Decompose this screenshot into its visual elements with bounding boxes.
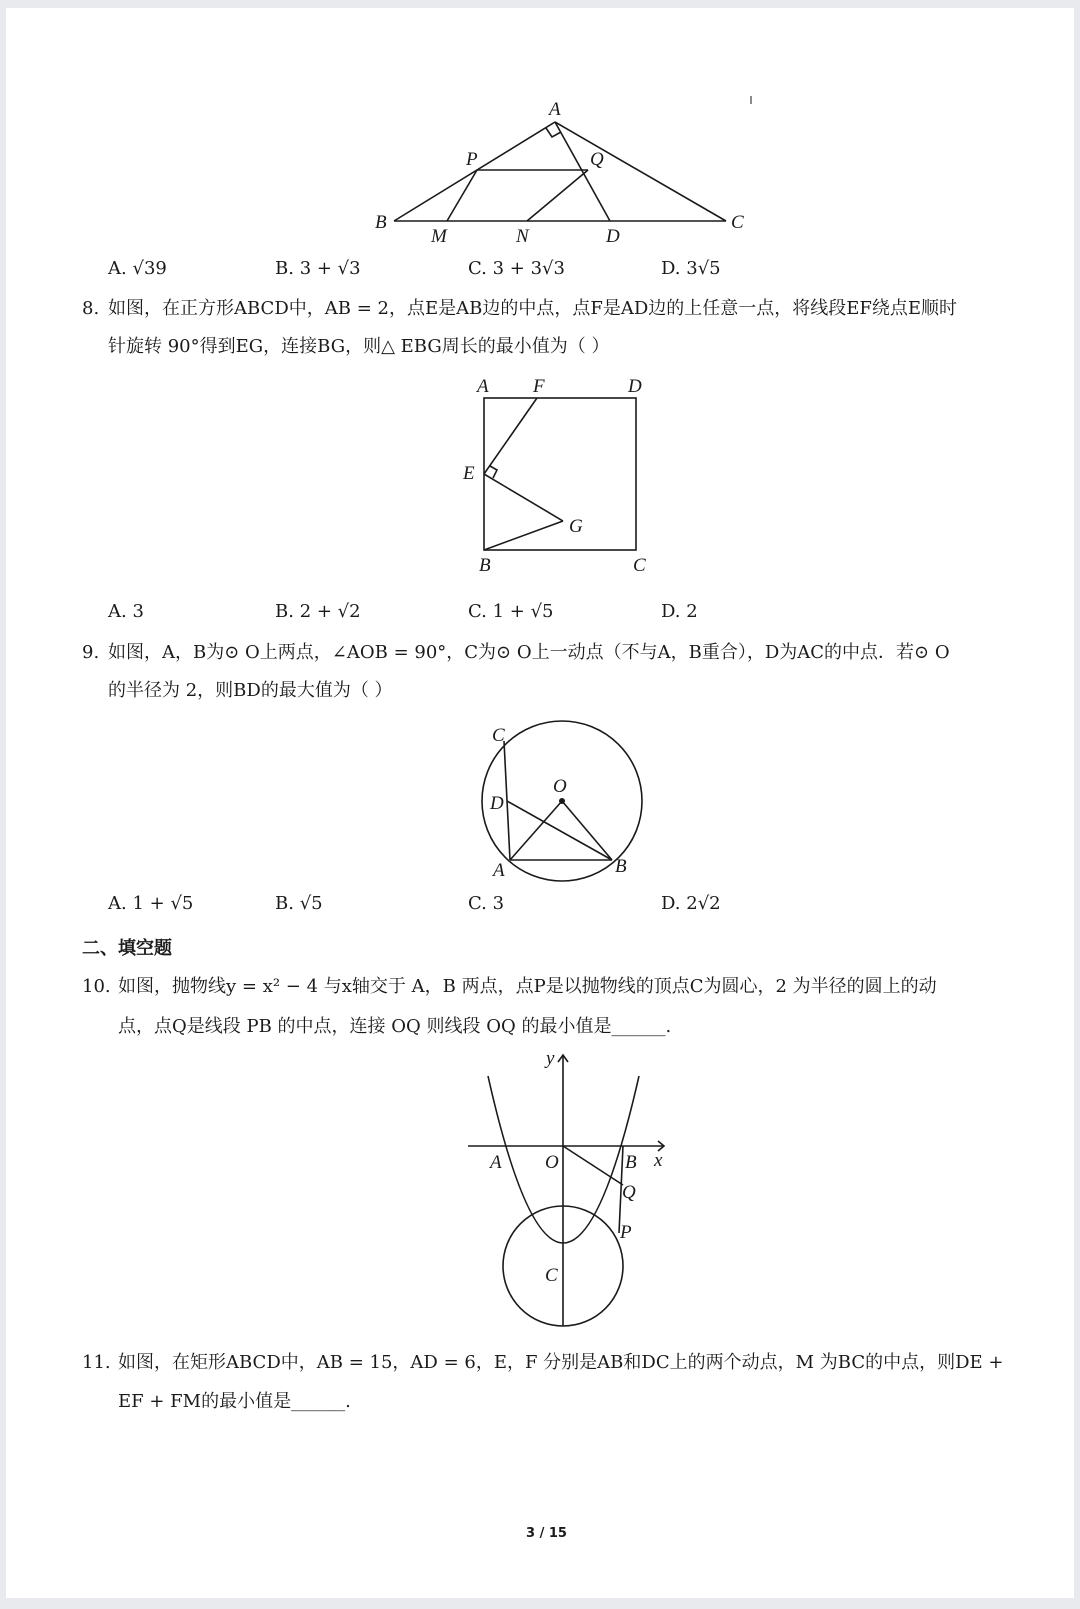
q9-label-o: O [553, 776, 567, 797]
q7-option-a: A. √39 [108, 258, 167, 279]
q9-number: 9. [82, 642, 100, 663]
q8-number: 8. [82, 298, 100, 319]
q8-label-e: E [463, 463, 475, 484]
q10-figure [446, 1038, 676, 1338]
q7-label-n: N [516, 226, 529, 247]
q8-figure [446, 368, 666, 578]
q8-label-c: C [633, 555, 646, 576]
q9-option-b: B. √5 [275, 893, 323, 914]
q9-label-b: B [615, 856, 627, 877]
q10-label-c: C [545, 1265, 558, 1286]
q9-option-c: C. 3 [468, 893, 505, 914]
q7-label-p: P [466, 149, 478, 170]
q10-label-a: A [490, 1152, 502, 1173]
q8-label-b: B [479, 555, 491, 576]
q10-label-b: B [625, 1152, 637, 1173]
q7-option-d: D. 3√5 [661, 258, 721, 279]
q9-option-d: D. 2√2 [661, 893, 721, 914]
q10-number: 10. [82, 976, 111, 997]
page-number: 3 / 15 [526, 1526, 567, 1541]
q7-label-b: B [375, 212, 387, 233]
q9-figure [466, 708, 656, 888]
q10-text-line1: 如图，抛物线y = x² − 4 与x轴交于 A，B 两点，点P是以抛物线的顶点C为圆心，2 为半径的圆上的动 [118, 976, 937, 997]
q7-option-b: B. 3 + √3 [275, 258, 361, 279]
q7-label-c: C [731, 212, 744, 233]
q9-label-c: C [492, 725, 505, 746]
q8-option-b: B. 2 + √2 [275, 601, 361, 622]
q8-option-a: A. 3 [108, 601, 144, 622]
q8-option-d: D. 2 [661, 601, 698, 622]
q9-label-d: D [490, 793, 504, 814]
q8-text-line2: 针旋转 90°得到EG，连接BG，则△ EBG周长的最小值为（ ） [108, 336, 610, 357]
q7-label-a: A [549, 99, 561, 120]
q8-text-line1: 如图，在正方形ABCD中，AB = 2，点E是AB边的中点，点F是AD边的上任意一点，将线段EF绕点E顺时 [108, 298, 958, 319]
q7-label-m: M [431, 226, 447, 247]
q8-label-d: D [628, 376, 642, 397]
q9-label-a: A [493, 860, 505, 881]
q8-label-a: A [477, 376, 489, 397]
q8-label-g: G [569, 516, 583, 537]
q10-label-y: y [546, 1048, 555, 1069]
q7-option-c: C. 3 + 3√3 [468, 258, 565, 279]
q7-figure [346, 90, 766, 250]
q10-text-line2: 点，点Q是线段 PB 的中点，连接 OQ 则线段 OQ 的最小值是______. [118, 1016, 672, 1037]
q10-label-q: Q [622, 1182, 636, 1203]
q7-label-d: D [606, 226, 620, 247]
q9-text-line2: 的半径为 2，则BD的最大值为（ ） [108, 680, 393, 701]
q10-label-p: P [620, 1222, 632, 1243]
q11-text-line1: 如图，在矩形ABCD中，AB = 15，AD = 6，E，F 分别是AB和DC上的两个动点，M 为BC的中点，则DE + [118, 1352, 1004, 1373]
q7-label-q: Q [590, 149, 604, 170]
q11-text-line2: EF + FM的最小值是______. [118, 1391, 351, 1412]
q11-number: 11. [82, 1352, 111, 1373]
q8-option-c: C. 1 + √5 [468, 601, 554, 622]
q9-text-line1: 如图，A，B为⊙ O上两点，∠AOB = 90°，C为⊙ O上一动点（不与A，B重合），D为AC的中点．若⊙ O [108, 642, 950, 663]
q10-label-x: x [654, 1150, 663, 1171]
q9-option-a: A. 1 + √5 [108, 893, 194, 914]
q8-label-f: F [533, 376, 545, 397]
q10-label-o: O [545, 1152, 559, 1173]
section-heading: 二、填空题 [82, 938, 172, 959]
document-page [6, 8, 1074, 1598]
